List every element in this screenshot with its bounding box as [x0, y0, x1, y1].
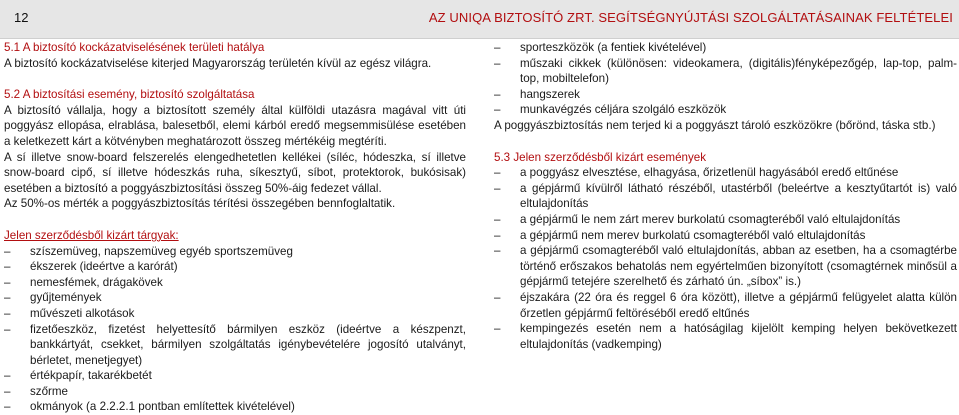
section-5-2-paragraph-1: A biztosító vállalja, hogy a biztosított személy által külföldi utazásra magával vitt úti poggyász ellopása, elrablása, balesetből, elemi kárból eredő megsemmisülése esetében a keletkezett kárt a kötvényben meghatározott összeg mértékéig megtéríti. — [4, 103, 466, 148]
list-item: – éjszakára (22 óra és reggel 6 óra között), illetve a gépjármű felügyelet alatta külön őrzetlen gépjármű feltöréséből eredő eltűnés — [494, 290, 957, 320]
dash-bullet-icon: – — [4, 322, 11, 336]
dash-bullet-icon: – — [494, 228, 501, 242]
dash-bullet-icon: – — [4, 369, 11, 383]
dash-bullet-icon: – — [4, 244, 11, 258]
dash-bullet-icon: – — [494, 41, 501, 54]
left-column — [4, 40, 466, 415]
dash-bullet-icon: – — [4, 400, 11, 414]
running-head: AZ UNIQA BIZTOSÍTÓ ZRT. SEGÍTSÉGNYÚJTÁSI SZOLGÁLTATÁSAINAK FELTÉTELEI — [428, 10, 953, 25]
dash-bullet-icon: – — [494, 290, 501, 304]
section-5-2-paragraph-2: A sí illetve snow-board felszerelés elengedhetetlen kellékei (síléc, hódeszka, sí illetve snow-board cipő, sí illetve hódeszkás ruha, síkesztyű, síbot, protektorok, bukósisak) esetében a biztosító a poggyászbiztosítási összeg 50%-áig fedezet vállal. — [4, 150, 466, 195]
list-item: – hangszerek — [494, 87, 580, 101]
dash-bullet-icon: – — [494, 103, 501, 117]
dash-bullet-icon: – — [494, 322, 501, 336]
list-item: – a gépjármű kívülről látható részéből, utastérből (beleértve a kesztyűtartót is) való eltulajdonítás — [494, 181, 957, 211]
section-5-1-body: A biztosító kockázatviselése kiterjed Magyarország területén kívül az egész világra. — [4, 56, 432, 70]
luggage-container-note: A poggyászbiztosítás nem terjed ki a poggyászt tároló eszközökre (bőrönd, táska stb.) — [494, 118, 936, 132]
section-5-1-heading: 5.1 A biztosító kockázatviselésének területi hatálya — [4, 41, 265, 54]
list-item: – értékpapír, takarékbetét — [4, 369, 152, 383]
section-5-2-paragraph-3: Az 50%-os mérték a poggyászbiztosítás térítési összegében bennfoglaltatik. — [4, 197, 396, 211]
dash-bullet-icon: – — [494, 166, 501, 180]
list-item: – sporteszközök (a fentiek kivételével) — [494, 41, 707, 54]
dash-bullet-icon: – — [494, 212, 501, 226]
page-number: 12 — [14, 10, 29, 25]
list-item: – gyűjtemények — [4, 291, 102, 305]
dash-bullet-icon: – — [4, 306, 11, 320]
dash-bullet-icon: – — [4, 275, 11, 289]
list-item: – fizetőeszköz, fizetést helyettesítő bármilyen eszköz (ideértve a készpenzt, bankkártyát, csekket, bármilyen szolgáltatás igénybevételére jogosító utalványt, bérletet, menetjegyet) — [4, 322, 466, 367]
section-5-3-heading: 5.3 Jelen szerződésből kizárt események — [494, 150, 707, 164]
dash-bullet-icon: – — [4, 384, 11, 398]
list-item: – szíszemüveg, napszemüveg egyéb sportszemüveg — [4, 244, 293, 258]
excluded-items-list-continued — [494, 40, 957, 118]
list-item: – ékszerek (ideértve a karórát) — [4, 260, 178, 274]
list-item: – nemesfémek, drágakövek — [4, 275, 163, 289]
excluded-items-list — [4, 244, 466, 415]
right-column — [494, 40, 957, 352]
dash-bullet-icon: – — [4, 291, 11, 305]
list-item: – művészeti alkotások — [4, 306, 135, 320]
dash-bullet-icon: – — [494, 56, 501, 70]
list-item: – szőrme — [4, 384, 69, 398]
dash-bullet-icon: – — [4, 260, 11, 274]
dash-bullet-icon: – — [494, 244, 501, 258]
list-item: – munkavégzés céljára szolgáló eszközök — [494, 103, 727, 117]
list-item: – a poggyász elvesztése, elhagyása, őrizetlenül hagyásából eredő eltűnése — [494, 166, 899, 180]
list-item: – műszaki cikkek (különösen: videokamera, (digitális)fényképezőgép, lap-top, palm-top, mobiltelefon) — [494, 56, 957, 86]
list-item: – a gépjármű le nem zárt merev burkolatú csomagteréből való eltulajdonítás — [494, 212, 901, 226]
dash-bullet-icon: – — [494, 181, 501, 195]
page-header — [0, 0, 959, 39]
list-item: – a gépjármű csomagteréből való eltulajdonítás, abban az esetben, ha a csomagtérbe történő erőszakos behatolás nem egyértelműen bizonyított (csomagtérnek minősül a gépjármű tetejére szerelhető és zárható ún. „síbox” is.) — [494, 244, 957, 289]
dash-bullet-icon: – — [494, 87, 501, 101]
list-item: – a gépjármű nem merev burkolatú csomagteréből való eltulajdonítás — [494, 228, 866, 242]
list-item: – kempingezés esetén nem a hatóságilag kijelölt kemping helyen bekövetkezett eltulajdonítás (vadkemping) — [494, 322, 957, 351]
excluded-items-title: Jelen szerződésből kizárt tárgyak: — [4, 228, 179, 242]
excluded-events-list — [494, 165, 957, 352]
section-5-2-heading: 5.2 A biztosítási esemény, biztosító szolgáltatása — [4, 88, 255, 102]
list-item: – okmányok (a 2.2.2.1 pontban említettek kivételével) — [4, 400, 295, 414]
